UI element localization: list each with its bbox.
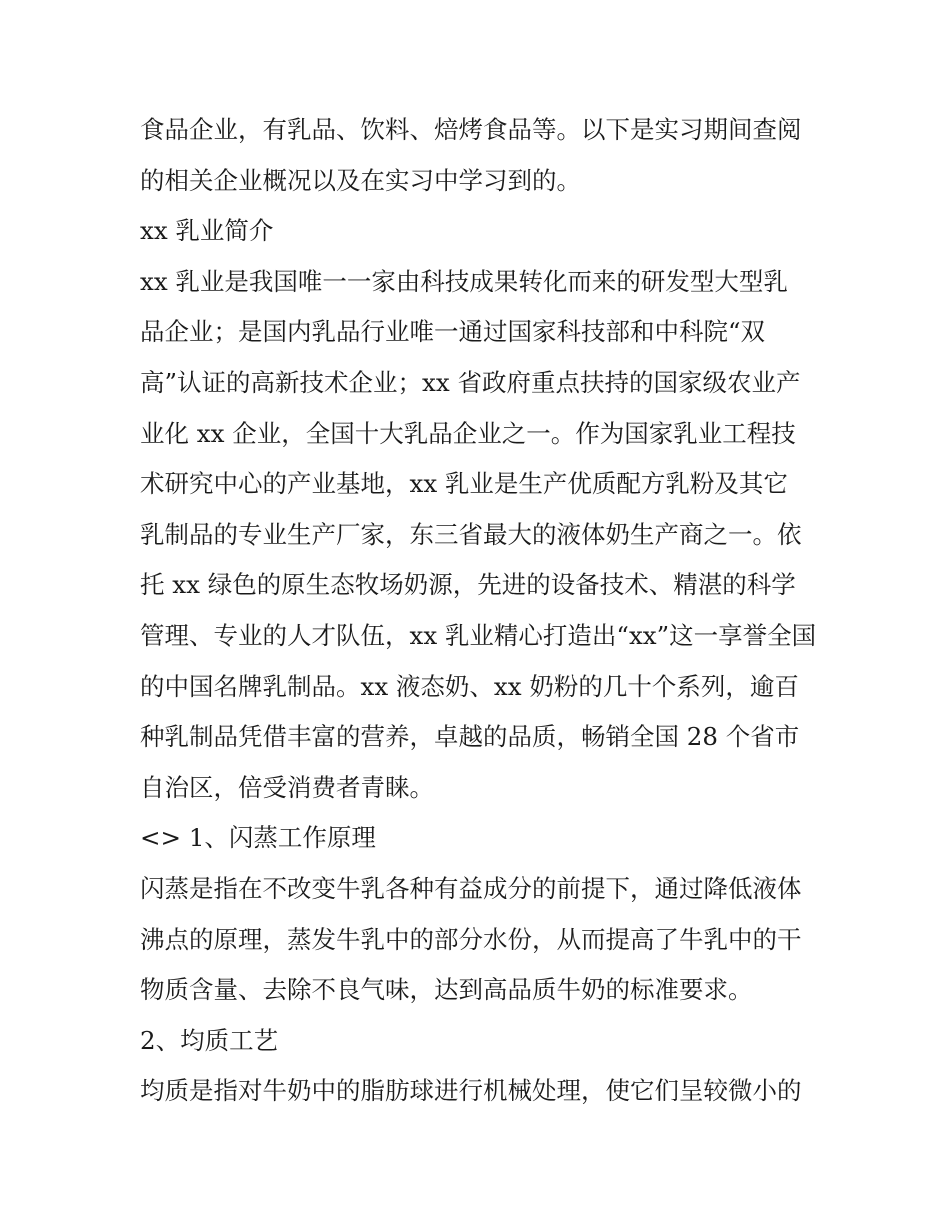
body-text-line: 品企业；是国内乳品行业唯一通过国家科技部和中科院“双 — [140, 317, 766, 347]
body-text-line: xx 乳业是我国唯一一家由科技成果转化而来的研发型大型乳 — [140, 266, 788, 296]
body-text-line: 的相关企业概况以及在实习中学习到的。 — [140, 165, 581, 195]
body-text-line: 业化 xx 企业，全国十大乳品企业之一。作为国家乳业工程技 — [140, 418, 796, 448]
body-text-line: 的中国名牌乳制品。xx 液态奶、xx 奶粉的几十个系列，逾百 — [140, 671, 799, 701]
body-text-line: 术研究中心的产业基地，xx 乳业是生产优质配方乳粉及其它 — [140, 469, 788, 499]
section-heading: 2、均质工艺 — [140, 1025, 279, 1055]
document-body — [140, 105, 820, 1117]
body-text-line: 闪蒸是指在不改变牛乳各种有益成分的前提下，通过降低液体 — [140, 873, 802, 903]
body-text-line: 物质含量、去除不良气味，达到高品质牛奶的标准要求。 — [140, 975, 753, 1005]
body-text-line: 自治区，倍受消费者青睐。 — [140, 772, 434, 802]
body-text-line: 管理、专业的人才队伍，xx 乳业精心打造出“xx”这一享誉全国 — [140, 620, 817, 650]
body-text-line: 食品企业，有乳品、饮料、焙烤食品等。以下是实习期间查阅 — [140, 115, 802, 144]
section-heading: <> 1、闪蒸工作原理 — [140, 823, 376, 853]
body-text-line: 种乳制品凭借丰富的营养，卓越的品质，畅销全国 28 个省市 — [140, 722, 800, 752]
body-text-line: 沸点的原理，蒸发牛乳中的部分水份，从而提高了牛乳中的干 — [140, 924, 802, 954]
body-text-line: 高”认证的高新技术企业；xx 省政府重点扶持的国家级农业产 — [140, 367, 801, 397]
body-text-line: 均质是指对牛奶中的脂肪球进行机械处理，使它们呈较微小的 — [140, 1076, 802, 1106]
body-text-line: 托 xx 绿色的原生态牧场奶源，先进的设备技术、精湛的科学 — [140, 570, 796, 600]
section-heading: xx 乳业简介 — [140, 216, 274, 246]
body-text-line: 乳制品的专业生产厂家，东三省最大的液体奶生产商之一。依 — [140, 519, 802, 549]
